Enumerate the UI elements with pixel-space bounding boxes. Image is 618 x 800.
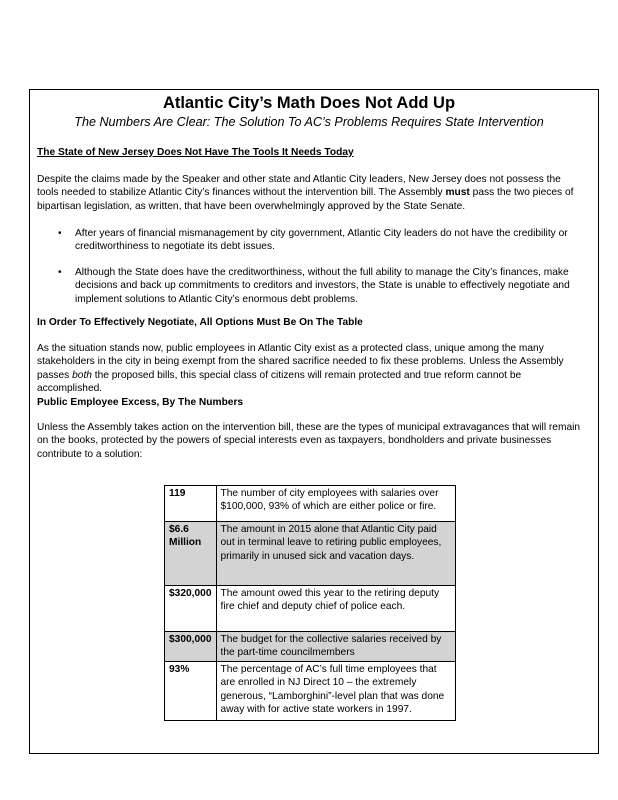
table-description: The amount in 2015 alone that Atlantic City paid out in terminal leave to retiring public employees, primarily in unused sick and vacation days.: [216, 522, 456, 586]
table-description: The amount owed this year to the retiring deputy fire chief and deputy chief of police each.: [216, 586, 456, 632]
document-title: Atlantic City’s Math Does Not Add Up: [162, 94, 456, 112]
bullet-item-credibility: After years of financial mismanagement by city government, Atlantic City leaders do not have the credibility or creditworthiness to negotiate its debt issues.: [75, 228, 568, 253]
table-row: [165, 522, 456, 586]
table-value: $320,000: [165, 586, 217, 632]
paragraph-negotiate: [37, 342, 585, 395]
table-row: [165, 632, 456, 662]
table-description: The percentage of AC’s full time employees that are enrolled in NJ Direct 10 – the extremely generous, “Lamborghini”-level plan that was done away with for active state workers in 1997.: [216, 662, 456, 721]
table-value: $300,000: [165, 632, 217, 662]
bullet-icon: •: [58, 267, 62, 278]
bullet-icon: •: [58, 228, 62, 239]
table-description: The number of city employees with salaries over $100,000, 93% of which are either police or fire.: [216, 486, 456, 522]
table-row: [165, 586, 456, 632]
table-value: $6.6 Million: [165, 522, 217, 586]
table-row: [165, 486, 456, 522]
paragraph-state-tools: [37, 173, 585, 213]
bullet-item-state-authority: Although the State does have the creditworthiness, without the full ability to manage the City’s finances, make decisions and back up commitments to creditors and investors, the State is unable to effectively negotiate and implement solutions to Atlantic City’s enormous debt problems.: [75, 267, 570, 305]
paragraph-text: As the situation stands now, public employees in Atlantic City exist as a protected class, unique among the many stakeholders in the city in being exempt from the shared sacrifice needed to fix these problems. Unless the Assembly passes: [37, 343, 564, 381]
emphasis-must: must: [445, 187, 470, 199]
section-heading-by-the-numbers: Public Employee Excess, By The Numbers: [37, 397, 244, 408]
employee-excess-table: [164, 485, 456, 721]
table-description: The budget for the collective salaries received by the part-time councilmembers: [216, 632, 456, 662]
paragraph-text: Despite the claims made by the Speaker and other state and Atlantic City leaders, New Jersey does not possess the tools needed to stabilize Atlantic City’s finances without the intervention bill. The Assembly: [37, 174, 561, 199]
paragraph-text: pass the two pieces of bipartisan legislation, as written, that have been overwhelmingly approved by the State Senate.: [37, 187, 574, 212]
emphasis-both: both: [72, 369, 92, 381]
paragraph-by-the-numbers: Unless the Assembly takes action on the intervention bill, these are the types of municipal extravagances that will remain on the books, protected by the powers of special interests even as taxpayers, bondholders and private businesses contribute to a solution:: [37, 422, 581, 460]
section-heading-negotiate: In Order To Effectively Negotiate, All Options Must Be On The Table: [37, 317, 363, 328]
table-value: 93%: [165, 662, 217, 721]
document-subtitle: The Numbers Are Clear: The Solution To AC’s Problems Requires State Intervention: [74, 115, 544, 129]
paragraph-text: the proposed bills, this special class of citizens will remain protected and true reform cannot be accomplished.: [37, 369, 522, 394]
section-heading-state-tools: The State of New Jersey Does Not Have The Tools It Needs Today: [37, 147, 354, 158]
table-row: [165, 662, 456, 721]
table-value: 119: [165, 486, 217, 522]
